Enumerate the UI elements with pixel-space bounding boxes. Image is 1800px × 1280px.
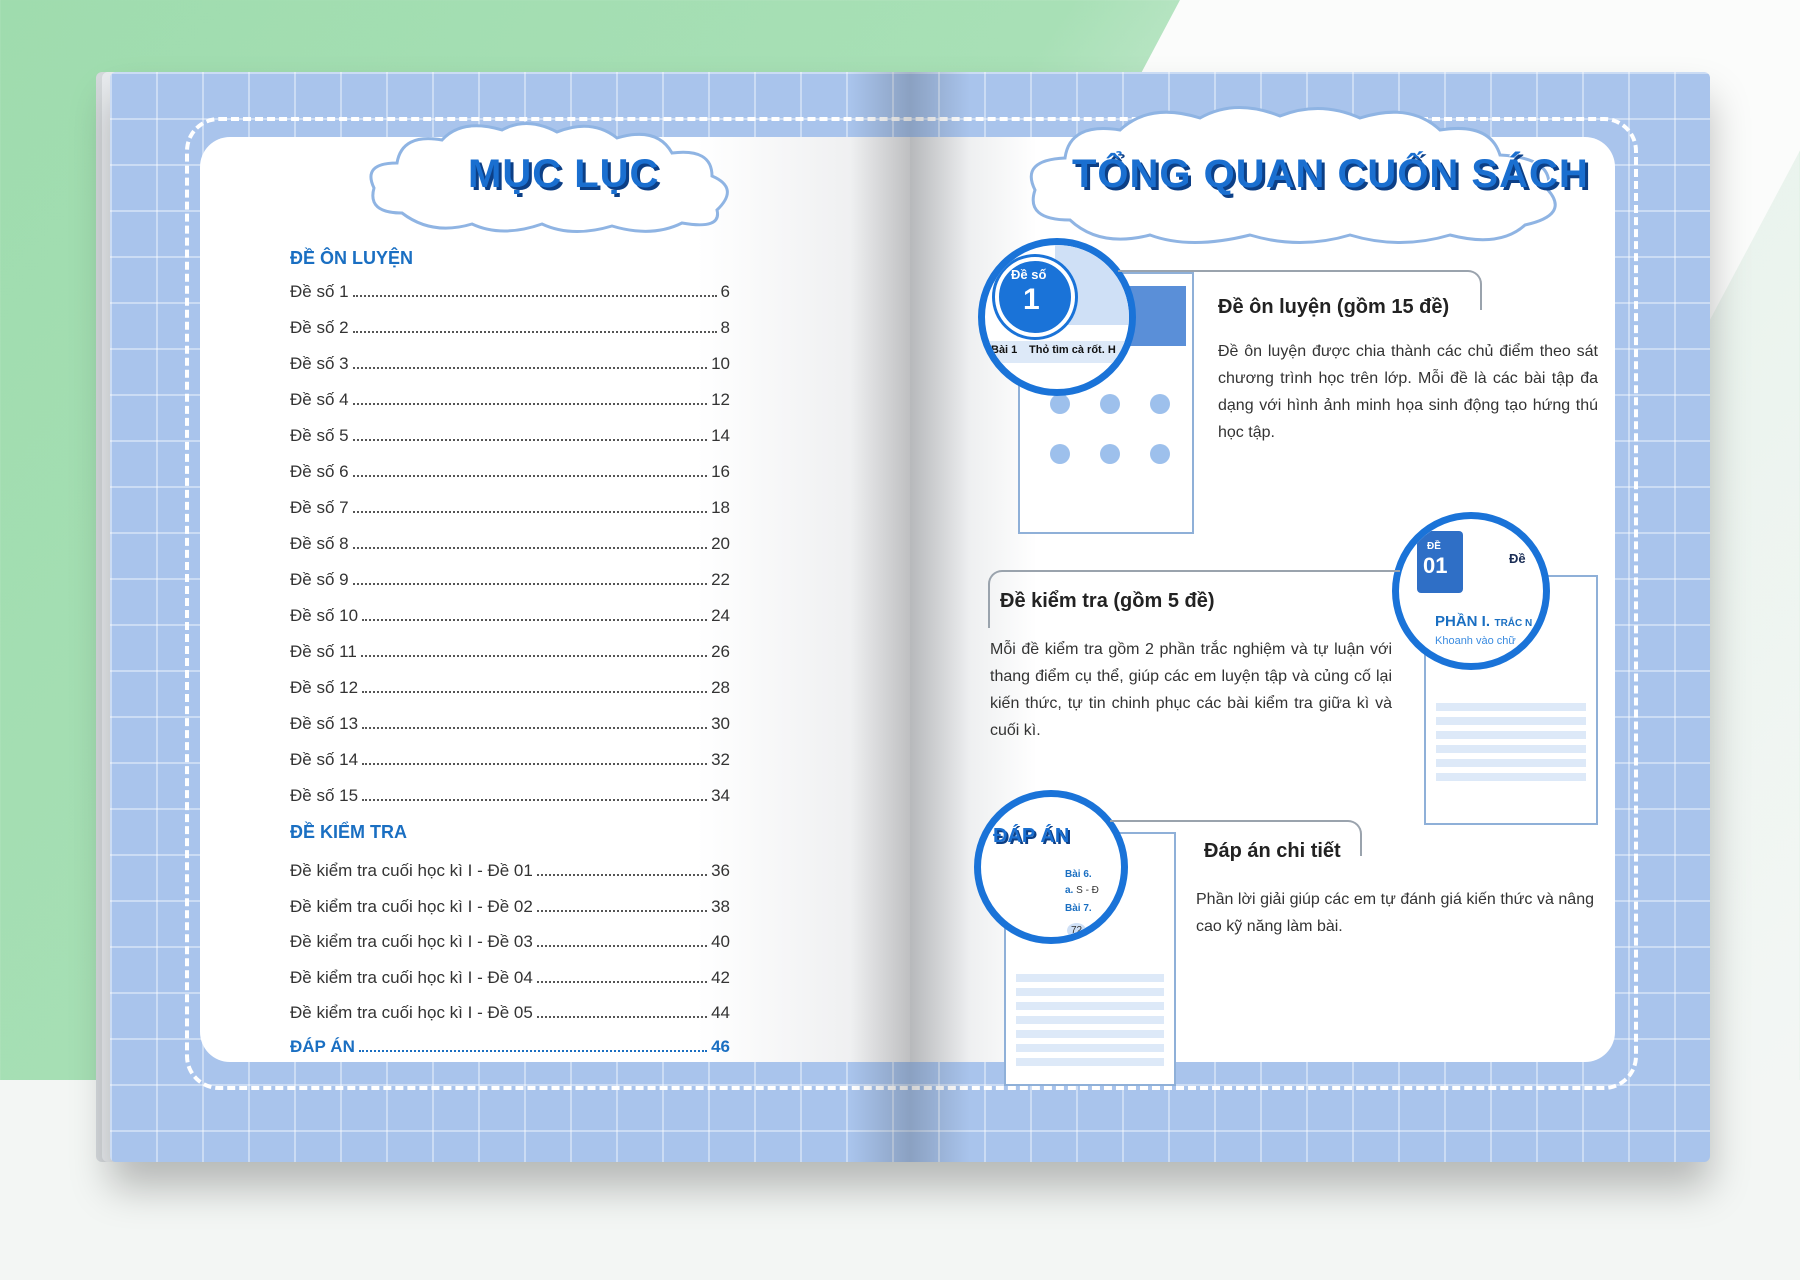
- toc-dots: [353, 354, 707, 369]
- toc-item-label: Đề kiểm tra cuối học kì I - Đề 01: [290, 861, 533, 880]
- toc-dots: [353, 534, 707, 549]
- toc-item-label: Đề kiểm tra cuối học kì I - Đề 04: [290, 967, 533, 987]
- exam-badge-label: Đề số: [1011, 267, 1047, 282]
- toc-dots: [362, 606, 707, 621]
- toc-item[interactable]: [290, 462, 730, 482]
- toc-item[interactable]: [290, 642, 730, 662]
- part-label: [1435, 613, 1532, 631]
- part-subtitle: TRẮC N: [1494, 618, 1533, 629]
- toc-item-label: Đề số 2: [290, 318, 349, 337]
- toc-item-label: Đề số 7: [290, 498, 349, 517]
- book-spine: [850, 72, 970, 1162]
- toc-dots: [537, 1003, 707, 1018]
- toc-item-label: Đề số 15: [290, 786, 359, 805]
- toc-item-page: 46: [711, 1037, 730, 1056]
- toc-item-label: Đề số 8: [290, 534, 349, 553]
- toc-item-page: 24: [711, 606, 730, 625]
- toc-item-page: 26: [711, 642, 730, 661]
- toc-dots: [353, 390, 707, 405]
- toc-item-page: 36: [711, 861, 730, 880]
- toc-item-label: Đề số 11: [290, 642, 357, 661]
- toc-item[interactable]: [290, 606, 730, 626]
- toc-item[interactable]: [290, 750, 730, 770]
- toc-section-practice: ĐỀ ÔN LUYỆN: [290, 248, 414, 268]
- section-practice-title: Đề ôn luyện (gồm 15 đề): [1218, 296, 1450, 318]
- toc-item-label: Đề kiểm tra cuối học kì I - Đề 02: [290, 896, 533, 916]
- toc-item[interactable]: [290, 861, 730, 881]
- section-answers-title: Đáp án chi tiết: [1204, 840, 1341, 862]
- toc-item-label: Đề số 12: [290, 678, 359, 697]
- toc-item-label: Đề số 13: [290, 714, 359, 733]
- exam-badge-number: 1: [1023, 283, 1040, 316]
- toc-item-answers[interactable]: [290, 1037, 730, 1057]
- test-badge-label: ĐỀ: [1427, 541, 1441, 552]
- toc-item[interactable]: [290, 498, 730, 518]
- toc-item[interactable]: [290, 570, 730, 590]
- part-instruction: Khoanh vào chữ: [1435, 635, 1516, 647]
- overview-title: TỔNG QUAN CUỐN SÁCH: [1072, 152, 1589, 196]
- toc-item[interactable]: [290, 897, 730, 917]
- toc-item-page: 28: [711, 678, 730, 697]
- test-badge-number: 01: [1423, 553, 1448, 578]
- toc-dots: [353, 282, 717, 297]
- section-answers-text: Phần lời giải giúp các em tự đánh giá kiến thức và nâng cao kỹ năng làm bài.: [1196, 891, 1594, 935]
- toc-item-label: Đề số 10: [290, 606, 359, 625]
- toc-dots: [537, 932, 707, 947]
- answers-badge: ĐÁP ÁN: [993, 825, 1070, 847]
- toc-item[interactable]: [290, 678, 730, 698]
- toc-item-page: 22: [711, 570, 730, 589]
- exercise-label: Bài 1: [991, 344, 1018, 356]
- toc-item-label: Đề số 9: [290, 570, 349, 589]
- toc-item[interactable]: [290, 932, 730, 952]
- answer-ex6: Bài 6.: [1065, 869, 1092, 880]
- toc-item-label: Đề số 14: [290, 750, 359, 769]
- toc-dots: [361, 642, 707, 657]
- left-page: [200, 137, 910, 1062]
- toc-item-label: Đề kiểm tra cuối học kì I - Đề 05: [290, 1003, 533, 1022]
- toc-item-page: 8: [720, 318, 730, 337]
- toc-item-page: 20: [711, 534, 730, 553]
- toc-item[interactable]: [290, 786, 730, 806]
- toc-item[interactable]: [290, 390, 730, 410]
- toc-item[interactable]: [290, 714, 730, 734]
- test-side-label: Đề: [1509, 551, 1526, 566]
- section-practice-text: Đề ôn luyện được chia thành các chủ điểm theo sát chương trình học trên lớp. Mỗi đề là các bài tập đa dạng với hình ảnh minh họa sinh động tạo hứng thú học tập.: [1218, 343, 1598, 441]
- toc-section-tests: ĐỀ KIỂM TRA: [290, 822, 407, 842]
- toc-dots: [353, 318, 717, 333]
- toc-dots: [353, 426, 707, 441]
- toc-item-label: Đề kiểm tra cuối học kì I - Đề 03: [290, 932, 533, 951]
- toc-item-page: 18: [711, 498, 730, 517]
- section-test-title: Đề kiểm tra (gồm 5 đề): [1000, 590, 1215, 612]
- part-title: PHẦN I.: [1435, 613, 1491, 630]
- toc-item-page: 34: [711, 786, 730, 805]
- answer-a-value: S - Đ: [1076, 885, 1099, 896]
- toc-item[interactable]: [290, 318, 730, 338]
- exercise-text: Thỏ tìm cà rốt. H: [1029, 344, 1116, 356]
- toc-item[interactable]: [290, 534, 730, 554]
- toc-item[interactable]: [290, 1003, 730, 1023]
- toc-item[interactable]: [290, 426, 730, 446]
- toc-item-label: Đề số 1: [290, 282, 349, 301]
- toc-dots: [362, 786, 707, 801]
- toc-dots: [537, 968, 707, 983]
- answer-number: 72: [1067, 923, 1086, 938]
- toc-dots: [362, 714, 707, 729]
- section-test-text: Mỗi đề kiểm tra gồm 2 phần trắc nghiệm và tự luận với thang điểm cụ thể, giúp các em luyện tập và củng cố lại kiến thức, tự tin chinh phục các bài kiểm tra giữa kì và cuối kì.: [990, 641, 1392, 739]
- answer-ex7: Bài 7.: [1065, 903, 1092, 914]
- toc-item-page: 6: [720, 282, 730, 301]
- toc-item-label: Đề số 5: [290, 426, 349, 445]
- answer-a-label: a.: [1065, 885, 1074, 896]
- toc-item-page: 32: [711, 750, 730, 769]
- toc-item-page: 40: [711, 932, 730, 951]
- toc-item[interactable]: [290, 282, 730, 302]
- toc-dots: [362, 678, 707, 693]
- toc-dots: [353, 462, 707, 477]
- toc-item-label: Đề số 4: [290, 390, 349, 409]
- toc-item-label: ĐÁP ÁN: [290, 1037, 355, 1056]
- toc-item-page: 12: [711, 390, 730, 409]
- toc-dots: [537, 897, 707, 912]
- answers-zoom-circle: [974, 790, 1128, 944]
- toc-dots: [537, 861, 707, 876]
- toc-item-page: 10: [711, 354, 730, 373]
- practice-zoom-circle: [978, 238, 1136, 396]
- toc-title: MỤC LỤC: [468, 152, 660, 196]
- toc-dots: [353, 498, 707, 513]
- toc-item-page: 30: [711, 714, 730, 733]
- toc-item-page: 16: [711, 462, 730, 481]
- toc-dots: [359, 1037, 707, 1052]
- toc-item-label: Đề số 6: [290, 462, 349, 481]
- toc-item[interactable]: [290, 968, 730, 988]
- answer-a: [1065, 885, 1099, 896]
- toc-dots: [362, 750, 707, 765]
- toc-item-page: 38: [711, 896, 730, 916]
- test-zoom-circle: [1392, 512, 1550, 670]
- toc-item[interactable]: [290, 354, 730, 374]
- toc-item-page: 44: [711, 1003, 730, 1022]
- toc-item-page: 42: [711, 967, 730, 987]
- toc-item-label: Đề số 3: [290, 354, 349, 373]
- toc-item-page: 14: [711, 426, 730, 445]
- toc-dots: [353, 570, 707, 585]
